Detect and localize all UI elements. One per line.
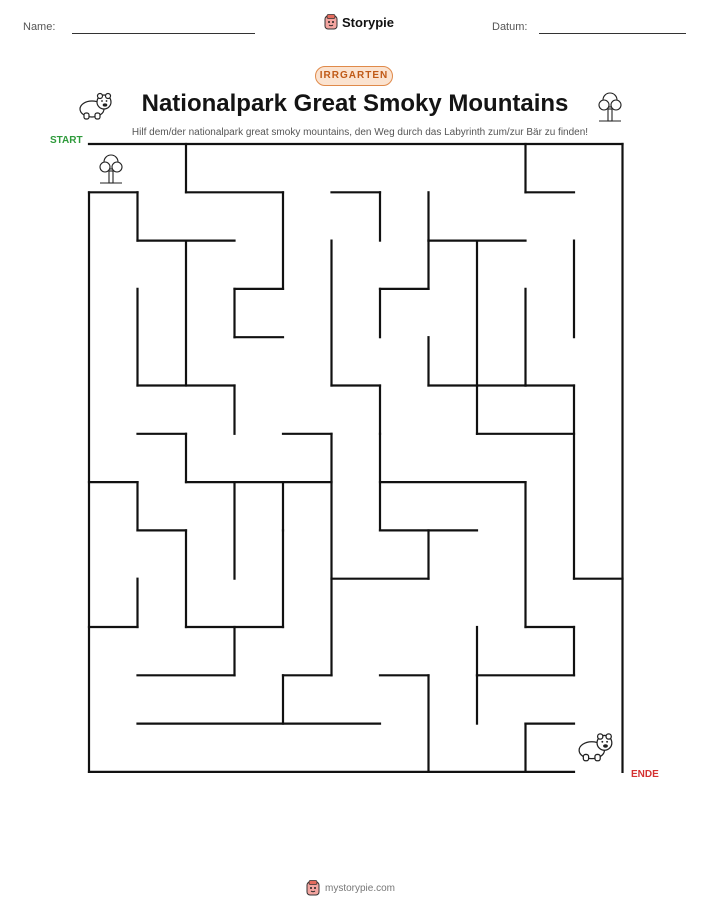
start-tree-icon (97, 152, 125, 184)
worksheet-title: Nationalpark Great Smoky Mountains (141, 90, 569, 117)
end-bear-icon (577, 730, 615, 762)
storypie-mascot-icon (306, 880, 320, 896)
date-label: Datum: (492, 21, 528, 33)
footer (306, 880, 395, 896)
end-label: ENDE (631, 769, 659, 780)
brand-name: Storypie (342, 14, 395, 30)
start-label: START (50, 135, 83, 146)
maze-walls (89, 144, 623, 772)
footer-site[interactable]: mystorypie.com (325, 882, 396, 894)
worksheet-type-badge: IRRGARTEN (315, 66, 393, 86)
name-label: Name: (23, 21, 56, 33)
instruction-text: Hilf dem/der nationalpark great smoky mountains, den Weg durch das Labyrinth zum/zur Bär zu finden! (131, 127, 589, 138)
